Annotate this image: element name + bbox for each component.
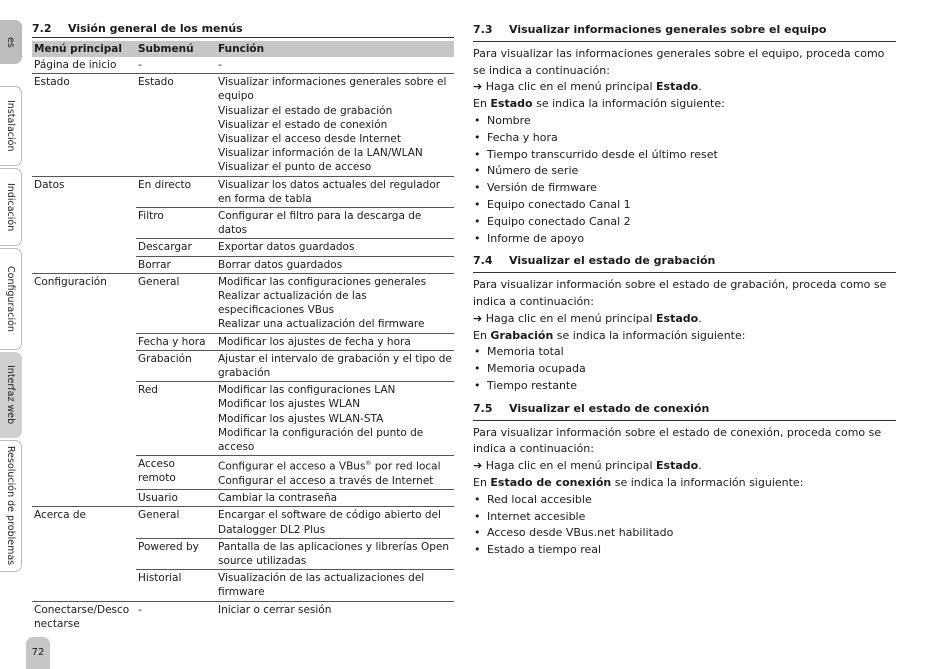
arrow-right-icon: ➔ — [473, 311, 483, 325]
cell-main: Datos — [32, 176, 136, 273]
column-header: Función — [218, 41, 454, 57]
cell-sub: En directo — [136, 176, 218, 207]
info-text-part: En — [473, 97, 491, 111]
func-line: Visualizar informaciones generales sobre el equipo — [218, 76, 447, 103]
func-text: Configurar el acceso a VBus — [218, 460, 366, 473]
cell-func: Pantalla de las aplicaciones y librerías Open source utilizadas — [218, 538, 454, 569]
cell-sub: Usuario — [136, 490, 218, 507]
list-item: • Memoria total — [473, 344, 896, 361]
func-text: por red local — [371, 460, 441, 473]
list-item: • Versión de firmware — [473, 180, 896, 197]
cell-func — [218, 382, 454, 456]
arrow-right-icon: ➔ — [473, 459, 483, 473]
step-text: Haga clic en el menú principal — [485, 80, 657, 94]
cell-func: Exportar datos guardados — [218, 239, 454, 256]
section-title: Visión general de los menús — [68, 22, 243, 35]
list-item: • Tiempo transcurrido desde el último reset — [473, 147, 896, 164]
table-row — [32, 57, 454, 74]
tab-indication-label: Indicación — [5, 182, 16, 232]
menu-name: Estado — [656, 80, 699, 94]
tab-troubleshooting-label: Resolución de problemas — [5, 446, 16, 566]
section-number: 7.2 — [32, 22, 52, 35]
column-header: Submenú — [136, 41, 218, 57]
intro-text: Para visualizar información sobre el estado de conexión, proceda como se indica a continuación: — [473, 425, 882, 456]
cell-func: Visualización de las actualizaciones del firmware — [218, 570, 454, 601]
cell-func — [218, 74, 454, 176]
arrow-right-icon: ➔ — [473, 80, 483, 94]
cell-func: - — [218, 57, 454, 74]
tab-language-label: es — [5, 36, 16, 48]
section-title: Visualizar el estado de conexión — [509, 401, 710, 415]
step-text: Haga clic en el menú principal — [485, 459, 657, 473]
info-text — [473, 96, 896, 113]
cell-sub: General — [136, 507, 218, 538]
info-text-part: se indica la información siguiente: — [553, 328, 746, 342]
func-line: Realizar actualización de las especificaciones VBus — [218, 290, 367, 317]
func-line: Modificar la configuración del punto de acceso — [218, 426, 424, 454]
func-line — [218, 457, 452, 474]
instruction-step — [473, 311, 896, 328]
cell-sub: General — [136, 273, 218, 333]
cell-sub: Filtro — [136, 208, 218, 239]
right-column — [473, 22, 896, 559]
cell-func: Visualizar los datos actuales del regulador en forma de tabla — [218, 176, 454, 207]
func-line: Realizar una actualización del firmware — [218, 318, 425, 331]
tab-installation-label: Instalación — [5, 100, 16, 152]
section-7-2 — [32, 22, 454, 632]
section-title: Visualizar el estado de grabación — [509, 254, 716, 268]
menu-name: Estado — [656, 459, 699, 473]
section-heading — [473, 401, 896, 421]
list-item: • Estado a tiempo real — [473, 542, 896, 559]
table-row — [32, 273, 454, 333]
page-number: 72 — [26, 637, 50, 669]
step-text: Haga clic en el menú principal — [485, 311, 657, 325]
list-item: • Informe de apoyo — [473, 231, 896, 248]
info-text-part: En — [473, 475, 491, 489]
cell-main: Conectarse/Desconectarse — [34, 603, 130, 630]
cell-sub: Estado — [136, 74, 218, 176]
list-item: • Nombre — [473, 113, 896, 130]
tab-web-interface-label: Interfaz web — [5, 365, 16, 425]
cell-func — [218, 273, 454, 333]
tab-troubleshooting[interactable] — [0, 440, 22, 572]
section-heading — [473, 22, 896, 42]
list-item: • Fecha y hora — [473, 130, 896, 147]
instruction-step — [473, 79, 896, 96]
cell-func: Ajustar el intervalo de grabación y el tipo de grabación — [218, 350, 454, 381]
func-line: Visualizar el punto de acceso — [218, 161, 372, 174]
list-item: • Acceso desde VBus.net habilitado — [473, 525, 896, 542]
list-item: • Número de serie — [473, 163, 896, 180]
cell-func — [218, 456, 454, 490]
cell-sub: Red — [136, 382, 218, 456]
info-text-part: En — [473, 328, 491, 342]
cell-main: Acerca de — [32, 507, 136, 601]
list-item: • Internet accesible — [473, 509, 896, 526]
menu-name: Estado de conexión — [490, 475, 612, 489]
tab-language[interactable] — [0, 20, 22, 64]
cell-sub: Fecha y hora — [136, 333, 218, 350]
cell-func: Cambiar la contraseña — [218, 490, 454, 507]
info-list — [473, 492, 896, 559]
cell-func: Encargar el software de código abierto del Datalogger DL2 Plus — [218, 507, 454, 538]
table-row — [32, 601, 454, 632]
tab-configuration-label: Configuración — [5, 266, 16, 332]
info-list — [473, 113, 896, 247]
section-title: Visualizar informaciones generales sobre el equipo — [509, 23, 827, 36]
cell-func: Iniciar o cerrar sesión — [218, 603, 332, 616]
registered-mark: ® — [365, 460, 372, 468]
table-row — [32, 74, 454, 176]
list-item: • Equipo conectado Canal 2 — [473, 214, 896, 231]
func-line: Visualizar el estado de grabación — [218, 104, 393, 117]
table-row — [32, 507, 454, 538]
func-line: Modificar las configuraciones LAN — [218, 384, 396, 397]
instruction-step — [473, 458, 896, 475]
tab-configuration[interactable] — [0, 248, 22, 350]
cell-main: Página de inicio — [32, 57, 136, 74]
func-line: Visualizar el estado de conexión — [218, 118, 388, 131]
step-text: . — [698, 459, 702, 473]
info-text — [473, 475, 896, 492]
menu-name: Grabación — [490, 328, 554, 342]
chapter-tabs — [0, 0, 22, 669]
func-line: Visualizar información de la LAN/WLAN — [218, 147, 423, 160]
section-number: 7.3 — [473, 23, 493, 36]
cell-sub: - — [136, 57, 218, 74]
list-item: • Red local accesible — [473, 492, 896, 509]
menu-overview-table — [32, 41, 454, 632]
tab-web-interface[interactable] — [0, 352, 22, 438]
info-text — [473, 328, 896, 345]
func-line: Modificar los ajustes WLAN-STA — [218, 412, 384, 425]
info-text-part: se indica la información siguiente: — [532, 97, 725, 111]
list-item: • Tiempo restante — [473, 378, 896, 395]
table-row — [32, 176, 454, 207]
list-item: • Memoria ocupada — [473, 361, 896, 378]
section-heading — [32, 22, 454, 38]
intro-text: Para visualizar las informaciones generales sobre el equipo, proceda como se indica a continuación: — [473, 46, 885, 77]
cell-main: Estado — [32, 74, 136, 176]
cell-main: Configuración — [32, 273, 136, 507]
section-number: 7.5 — [473, 401, 493, 415]
cell-sub: Grabación — [136, 350, 218, 381]
section-number: 7.4 — [473, 254, 493, 268]
list-item: • Equipo conectado Canal 1 — [473, 197, 896, 214]
cell-sub: Borrar — [136, 256, 218, 273]
cell-sub: Historial — [136, 570, 218, 601]
func-line: Modificar las configuraciones generales — [218, 275, 427, 288]
func-line: Visualizar el acceso desde Internet — [218, 133, 402, 146]
cell-sub: Powered by — [136, 538, 218, 569]
tab-installation[interactable] — [0, 86, 22, 166]
step-text: . — [698, 80, 702, 94]
menu-name: Estado — [656, 311, 699, 325]
section-heading — [473, 253, 896, 273]
cell-func: Modificar los ajustes de fecha y hora — [218, 333, 454, 350]
info-text-part: se indica la información siguiente: — [611, 475, 804, 489]
cell-sub: Descargar — [136, 239, 218, 256]
intro-text: Para visualizar información sobre el estado de grabación, proceda como se indica a continuación: — [473, 278, 887, 308]
cell-sub: - — [138, 603, 142, 616]
cell-sub: Acceso remoto — [136, 456, 218, 490]
menu-name: Estado — [490, 97, 533, 111]
info-list — [473, 344, 896, 394]
tab-indication[interactable] — [0, 168, 22, 246]
cell-func: Borrar datos guardados — [218, 256, 454, 273]
column-header: Menú principal — [32, 41, 136, 57]
step-text: . — [698, 311, 702, 325]
func-line: Configurar el acceso a través de Internet — [218, 474, 434, 487]
cell-func: Configurar el filtro para la descarga de datos — [218, 208, 454, 239]
func-line: Modificar los ajustes WLAN — [218, 398, 361, 411]
